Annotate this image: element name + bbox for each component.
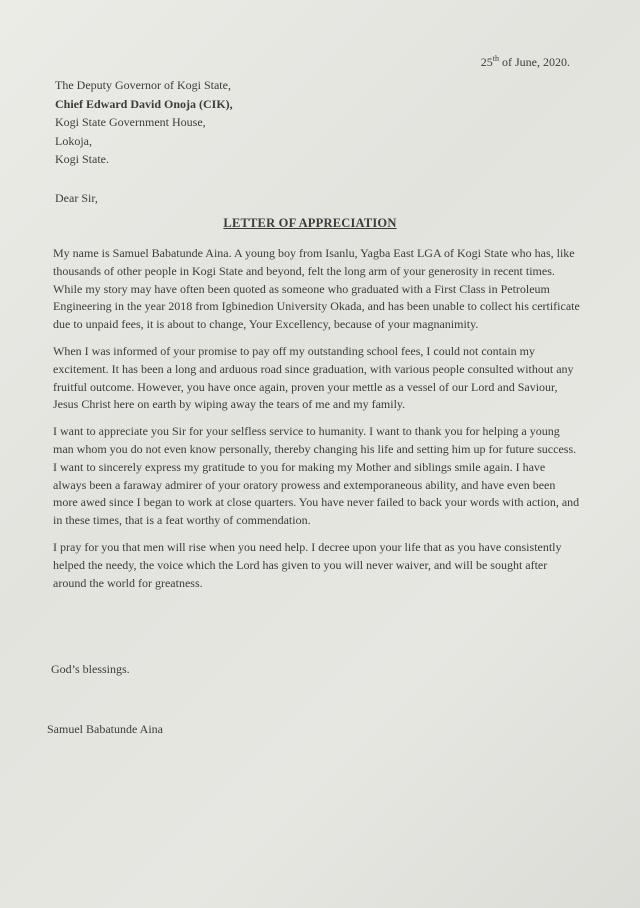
- closing: God’s blessings.: [51, 662, 130, 676]
- recipient-state: Kogi State.: [55, 152, 109, 166]
- letter-body: [53, 245, 581, 601]
- letter-subject: LETTER OF APPRECIATION: [223, 216, 397, 230]
- recipient-city: Lokoja,: [55, 133, 92, 148]
- date-day: 25: [480, 55, 493, 69]
- paragraph-promise: When I was informed of your promise to pay off my outstanding school fees, I could not contain my excitement. It has been a long and arduous road since graduation, with various people consulted without any fruitful outcome. However, you have once again, proven your mettle as a vessel of our Lord and Saviour, Jesus Christ here on earth by wiping away the tears of me and my family.: [53, 343, 574, 412]
- date-suffix: th: [492, 54, 499, 63]
- paragraph-appreciation: I want to appreciate you Sir for your selfless service to humanity. I want to thank you for helping a young man whom you do not even know personally, thereby changing his life and setting him up for future success. I want to sincerely express my gratitude to you for making my Mother and siblings smile again. I have always been a faraway admirer of your oratory prowess and extemporaneous ability, and have even been more awed since I began to work at close quarters. You have never failed to back your words with action, and in these times, that is a feat worthy of commendation.: [53, 424, 580, 528]
- paragraph-introduction: My name is Samuel Babatunde Aina. A young boy from Isanlu, Yagba East LGA of Kogi State who has, like thousands of other people in Kogi State and beyond, felt the long arm of your generosity in recent times. While my story may have often been quoted as someone who graduated with a First Class in Petroleum Engineering in the year 2018 from Igbinedion University Okada, and has been unable to collect his certificate due to unpaid fees, it is about to change, Your Excellency, because of your magnanimity.: [53, 246, 580, 332]
- letter-date: [481, 55, 570, 70]
- recipient-address: [55, 76, 233, 169]
- recipient-title: The Deputy Governor of Kogi State,: [55, 78, 231, 92]
- recipient-office: Kogi State Government House,: [55, 115, 206, 129]
- recipient-name: Chief Edward David Onoja (CIK),: [55, 96, 233, 111]
- paragraph-prayer: I pray for you that men will rise when you need help. I decree upon your life that as you have consistently helped the needy, the voice which the Lord has given to you will never waiver, and will be sought after around the world for greatness.: [53, 539, 562, 590]
- signature-name: Samuel Babatunde Aina: [47, 722, 163, 736]
- date-rest: of June, 2020.: [499, 55, 570, 69]
- salutation: Dear Sir,: [55, 191, 98, 205]
